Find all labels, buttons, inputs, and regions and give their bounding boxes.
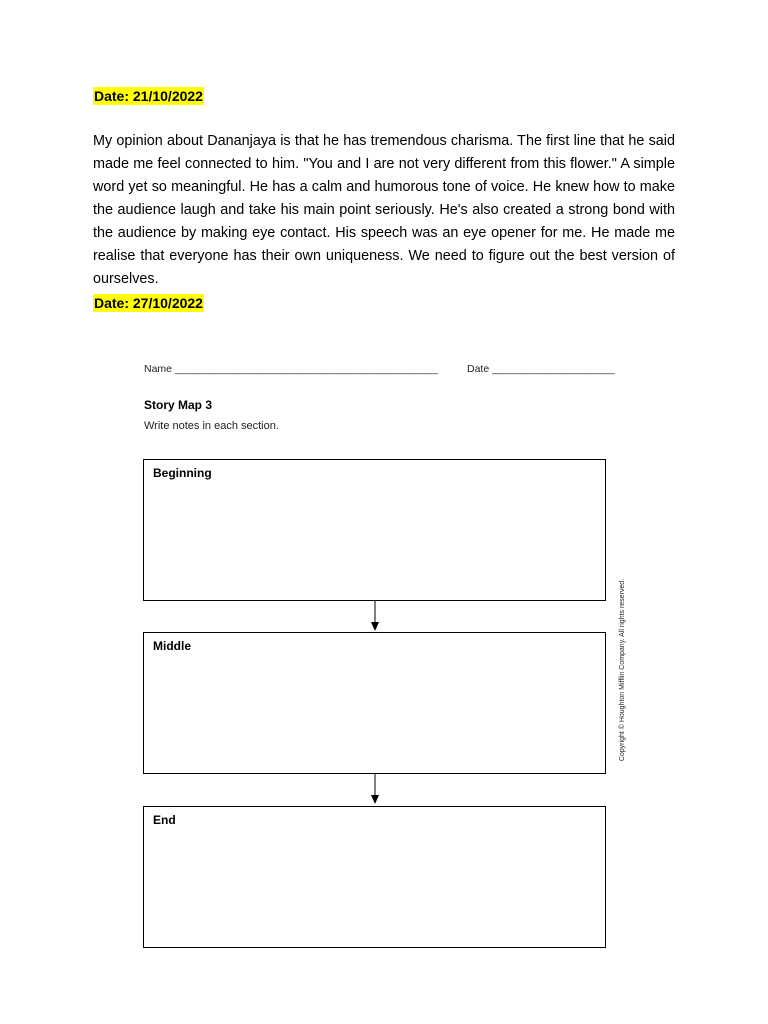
down-arrow-icon bbox=[369, 601, 381, 632]
section-label: Middle bbox=[153, 639, 191, 653]
section-label: Beginning bbox=[153, 466, 212, 480]
date-field-line: Date _____________________ bbox=[467, 363, 615, 375]
middle-section-box bbox=[143, 632, 606, 774]
section-label: End bbox=[153, 813, 176, 827]
end-section-box bbox=[143, 806, 606, 948]
worksheet-title: Story Map 3 bbox=[144, 398, 213, 412]
name-field-line: Name _____________________________________________ bbox=[144, 363, 438, 375]
entry-date-heading: Date: 21/10/2022 bbox=[94, 88, 203, 104]
beginning-section-box bbox=[143, 459, 606, 601]
opinion-paragraph: My opinion about Dananjaya is that he has tremendous charisma. The first line that he said made me feel connected to him. "You and I are not very different from this flower." A simple word yet so meaningful. He has a calm and humorous tone of voice. He knew how to make the audience laugh and take his main point seriously. He's also created a strong bond with the audience by making eye contact. His speech was an eye opener for me. He made me realise that everyone has their own uniqueness. We need to figure out the best version of ourselves. bbox=[93, 133, 675, 287]
copyright-notice: Copyright © Houghton Mifflin Company. All rights reserved. bbox=[619, 578, 626, 762]
entry-date-heading: Date: 27/10/2022 bbox=[94, 295, 203, 311]
down-arrow-icon bbox=[369, 774, 381, 805]
worksheet-instructions: Write notes in each section. bbox=[144, 420, 279, 432]
